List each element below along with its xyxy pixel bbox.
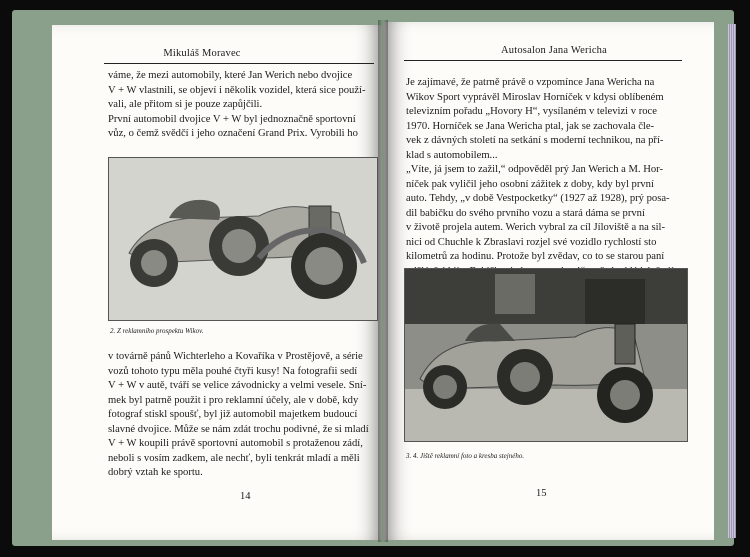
text-line: váme, že mezi automobily, které Jan Werich nebo dvojice — [108, 70, 353, 81]
car-illustration — [109, 158, 377, 320]
text-line: vali, ale přitom si je pouze zapůjčili. — [108, 99, 263, 110]
text-line: V + W vlastnili, se objeví i několik vozidel, která sice použí- — [108, 84, 366, 96]
text-line: klad s automobilem... — [406, 149, 498, 161]
left-paragraph-1 — [108, 69, 376, 142]
right-paragraph-1 — [406, 76, 686, 279]
right-page — [384, 22, 714, 540]
left-page-number: 14 — [240, 491, 251, 502]
right-page-number: 15 — [536, 488, 547, 499]
text-line: „Víte, já jsem to zažil,“ odpověděl prý Jan Werich a M. Hor- — [406, 164, 664, 175]
right-header-rule — [404, 60, 682, 61]
text-line: níček pak vyličil jeho osobní zážitek z doby, kdy byl první — [406, 178, 654, 190]
right-page-header: Autosalon Jana Wericha — [501, 45, 607, 56]
right-photo-caption: 3. 4. Jiště reklamní foto a kresba stejného. — [406, 452, 525, 460]
text-line: dil babičku do svého prvního vozu a stará dáma se první — [406, 207, 645, 219]
text-line: 1970. Horníček se Jana Wericha ptal, jak se zachovala čle- — [406, 120, 655, 132]
left-header-rule — [104, 63, 374, 64]
car-photo-wikov-brochure — [108, 157, 378, 321]
text-line: V + W koupili právě sportovní automobil s protaženou zádí, — [108, 438, 363, 449]
text-line: slavné dvojice. Může se nám zdát trochu podivné, že si mladí — [108, 423, 369, 435]
text-line: neboli s vosím zadkem, ale nechť, byli tenkrát mladí a měli — [108, 452, 360, 464]
text-line: televizním pořadu „Hovory H“, vysílaném v televizi v roce — [406, 106, 657, 117]
left-page-header: Mikuláš Moravec — [163, 48, 241, 59]
text-line: mek byl patrně použit i pro reklamní účely, ale v době, kdy — [108, 394, 359, 406]
text-line: fotograf stiskl spoušť, byl již automobil majetkem budoucí — [108, 409, 358, 420]
text-line: nici od Chuchle k Zbraslavi rozjel své vozidlo rychlostí sto — [406, 236, 657, 248]
text-line: vozů tohoto typu měla pouhé čtyři kusy! Na fotografii sedí — [108, 365, 358, 377]
left-photo-caption: 2. Z reklamního prospektu Wikov. — [110, 327, 204, 335]
text-line: v životě projela autem. Werich vybral za cíl Jíloviště a na sil- — [406, 222, 665, 233]
left-paragraph-3 — [108, 350, 376, 481]
text-line: Je zajímavé, že patrně právě o vzpomínce Jana Wericha na — [406, 77, 655, 88]
text-line: auto. Tehdy, „v době Vestpocketky“ (1927 až 1928), prý posa- — [406, 193, 670, 204]
text-line: V + W v autě, tváří se velice závodnicky a velmi vesele. Sní- — [108, 380, 367, 391]
text-line: vek z dávných století na setkání s moderní technikou, na pří- — [406, 135, 664, 146]
text-line: První automobil dvojice V + W byl jednoznačně sportovní — [108, 113, 356, 125]
book-gutter — [378, 20, 388, 542]
text-line: vůz, o čemž svědčí i jeho označení Grand Prix. Vyrobili ho — [108, 128, 358, 139]
text-line: dobrý vztah ke sportu. — [108, 467, 203, 478]
car-photo-advertisement — [404, 268, 688, 442]
car-street-illustration — [405, 269, 687, 441]
text-line: Wikov Sport vyprávěl Miroslav Horníček v kdysi oblíbeném — [406, 91, 664, 103]
text-line: v továrně pánů Wichterleho a Kovaříka v Prostějově, a série — [108, 351, 363, 362]
page-edges — [728, 24, 736, 538]
left-page — [52, 25, 382, 540]
text-line: kilometrů za hodinu. Protože byl zvědav, co to se starou paní — [406, 251, 665, 262]
